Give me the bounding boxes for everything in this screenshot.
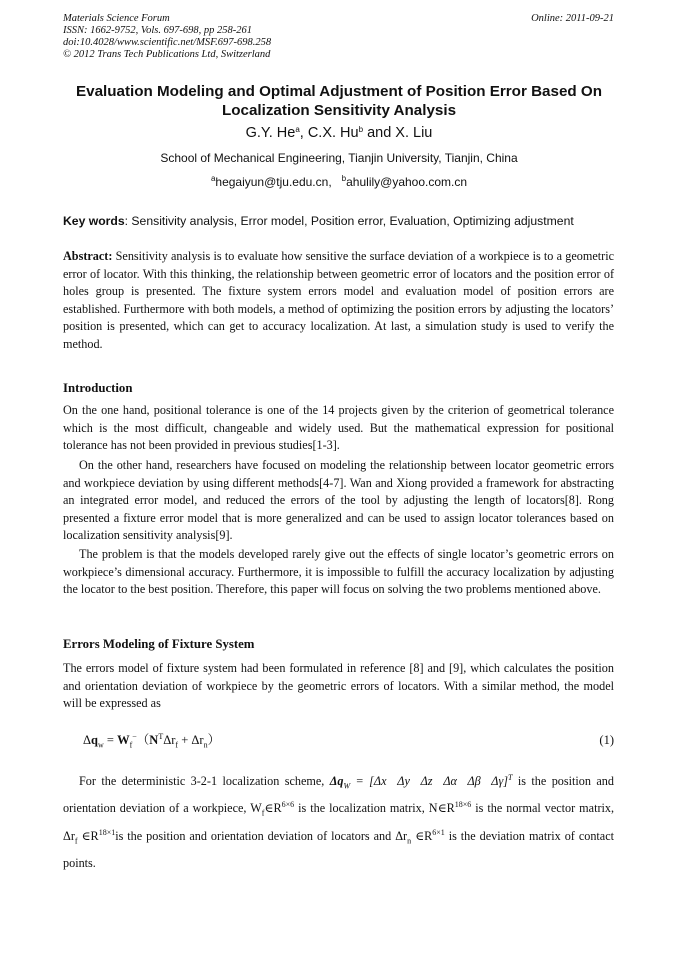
- author-line: [0, 123, 678, 143]
- author-2: C.X. Hu: [307, 125, 359, 141]
- errors-paragraph-1: The errors model of fixture system had been formulated in reference [8] and [9], which calculates the position and orientation deviation of workpiece by the geometric errors of locators. With a similar method, the model will be expressed as: [63, 661, 614, 710]
- p2-text-6: is the deviation matrix of contact points.: [63, 828, 615, 871]
- errors-section-heading: Errors Modeling of Fixture System: [63, 637, 255, 651]
- errors-paragraph-2: [63, 770, 614, 874]
- p2-W-symbol: W: [250, 801, 262, 816]
- email-a-sup: a: [210, 174, 216, 183]
- keywords-label: Key words: [63, 214, 125, 228]
- p2-rn-in: ∈R: [411, 828, 433, 843]
- introduction-heading: Introduction: [63, 381, 133, 395]
- p2-rf-symbol: Δr: [63, 828, 75, 843]
- email-line: [0, 174, 678, 190]
- author-3: X. Liu: [395, 125, 433, 141]
- eq-dr2-sub: n: [203, 740, 208, 750]
- equation-1: [83, 732, 220, 754]
- p2-rn: [395, 827, 445, 846]
- eq-equals: =: [103, 733, 118, 747]
- p2-rf: [63, 827, 116, 846]
- email-a: hegaiyun@tju.edu.cn,: [215, 175, 332, 189]
- p2-vec: [329, 773, 513, 791]
- p2-N: [429, 801, 471, 815]
- p2-text-1: For the deterministic 3-2-1 localization scheme,: [79, 774, 325, 788]
- p2-text-5: is the position and orientation deviation of locators and: [115, 828, 392, 843]
- intro-paragraph-3: The problem is that the models developed rarely give out the effects of single locator’s geometric errors on workpiece’s dimensional accuracy. Furthermore, it is impossible to fulfill the accuracy localization by adjusting the locator to the best position. Therefore, this paper will focus on solving the two problems mentioned above.: [63, 547, 614, 596]
- eq-dr-sub: f: [175, 740, 179, 750]
- paper-title: Evaluation Modeling and Optimal Adjustment of Position Error Based On Localization Sensitivity Analysis: [76, 83, 602, 119]
- p2-rn-symbol: Δr: [395, 828, 408, 843]
- online-date: Online: 2011-09-21: [531, 13, 614, 24]
- email-b: ahulily@yahoo.com.cn: [346, 175, 468, 189]
- eq-close: ）: [207, 733, 221, 747]
- p2-W: [250, 800, 295, 818]
- intro-paragraph-1: On the one hand, positional tolerance is one of the 14 projects given by the criterion of geometrical tolerance which is the most difficult, changeable and widely used. But the mathematical expression for positional tolerance has not been provided in previous studies[1-3].: [63, 403, 614, 452]
- p2-N-symbol: N∈R: [428, 801, 455, 816]
- p2-rn-sub: n: [407, 836, 412, 846]
- abstract: [63, 248, 614, 353]
- equation-number: (1): [599, 733, 614, 747]
- keywords: [63, 213, 623, 229]
- p2-vec-eq: = [Δx Δy Δz Δα Δβ Δγ]: [350, 774, 509, 788]
- eq-W-sub: f: [129, 740, 133, 750]
- issn-line: ISSN: 1662-9752, Vols. 697-698, pp 258-261: [63, 25, 252, 36]
- author-sep-2: and: [363, 125, 396, 141]
- p2-W-in: ∈R: [264, 801, 282, 816]
- copyright-line: © 2012 Trans Tech Publications Ltd, Switzerland: [63, 49, 271, 60]
- p2-text-4: is the normal vector matrix,: [475, 801, 615, 816]
- p2-N-dim: 18×6: [454, 800, 472, 810]
- intro-paragraph-2: On the other hand, researchers have focused on modeling the relationship between locator geometric errors and workpiece deviation by using different methods[4-7]. Wan and Xiong provided a framework for abstracting an integrated error model, and reduced the errors of the tool by adjusting the length of locators[8]. Rong presented a fixture error model that is more generalized and can be used to assign locator tolerances based on localization sensitivity analysis[9].: [63, 458, 614, 542]
- eq-q: q: [91, 733, 98, 747]
- author-1: G.Y. He: [245, 125, 296, 141]
- email-b-sup: b: [341, 174, 347, 183]
- eq-dr: Δr: [163, 733, 176, 747]
- journal-name: Materials Science Forum: [63, 13, 170, 24]
- author-1-sup: a: [295, 125, 300, 134]
- p2-vec-sup: T: [508, 773, 513, 782]
- journal-header: [63, 13, 271, 61]
- p2-rf-sub: f: [74, 836, 78, 846]
- p2-W-sub: f: [261, 808, 265, 818]
- p2-W-dim: 6×6: [281, 800, 295, 810]
- p2-rf-dim: 18×1: [98, 827, 116, 837]
- eq-W-sup: −: [132, 732, 137, 741]
- affiliation: School of Mechanical Engineering, Tianjin University, Tianjin, China: [160, 151, 518, 165]
- keywords-text: : Sensitivity analysis, Error model, Position error, Evaluation, Optimizing adjustment: [124, 214, 574, 228]
- author-2-sup: b: [358, 125, 364, 134]
- author-sep-1: ,: [299, 125, 308, 141]
- p2-rf-in: ∈R: [77, 828, 99, 843]
- doi-line: doi:10.4028/www.scientific.net/MSF.697-698.258: [63, 37, 272, 48]
- abstract-label: Abstract:: [63, 249, 113, 263]
- eq-N: N: [149, 733, 159, 747]
- eq-N-sup: T: [158, 732, 164, 741]
- eq-delta: Δ: [83, 733, 92, 747]
- eq-W: W: [117, 733, 130, 747]
- p2-rn-dim: 6×1: [432, 827, 445, 837]
- p2-vec-sub: W: [343, 781, 351, 791]
- p2-text-3: is the localization matrix,: [298, 801, 425, 816]
- eq-plus: + Δr: [178, 733, 204, 747]
- eq-open: （: [136, 733, 150, 747]
- eq-q-sub: w: [98, 740, 104, 750]
- p2-vec-symbol: Δq: [329, 774, 344, 788]
- p2-text-2: is the position and orientation deviation of a workpiece,: [63, 774, 614, 816]
- abstract-text: Sensitivity analysis is to evaluate how sensitive the surface deviation of a workpiece is to a geometric error of locator. With this thinking, the relationship between geometric error of locators and the position error of holes group is presented. The fixture system errors model and evaluation model of position errors are established. Furthermore with both models, a method of optimizing the position errors by adjusting the locators’ position is presented, which can get to accuracy localization. At last, a simulation study is used to verify the method.: [63, 249, 614, 351]
